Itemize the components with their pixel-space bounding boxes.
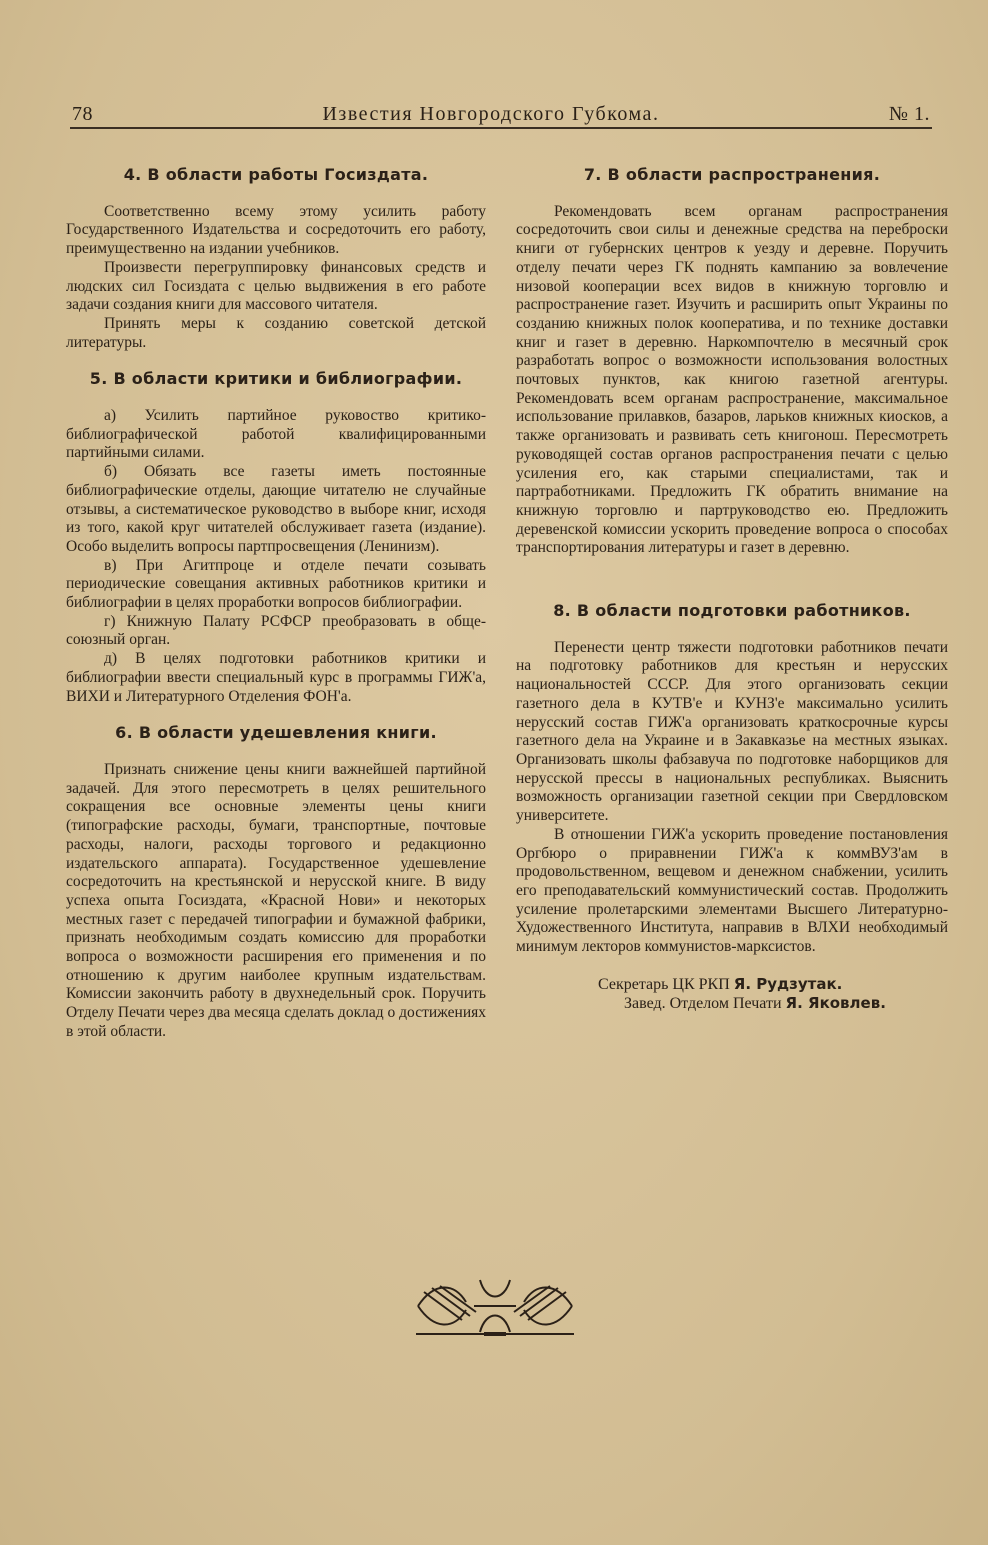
paragraph: Рекомендовать всем органам распространения сосредоточить свои силы и денежные средства на переброски книги от губернских центров к уезду и деревне. Поручить отделу печати через ГК поднять кампанию за вовлечение низовой кооперации всех видов в книжную торговлю и распространение газет. Изучить и расширить опыт Украины по созданию книжных полок кооператива, и по технике доставки книг и газет в деревню. Наркомпочтелю в месячный срок разработать вопрос о возможности использования волостных почтовых пунктов, как книгою газетной агентуры. Рекомендовать всем органам распространение, максимальное использование прилавков, базаров, ларьков книжных киосков, а также организовать и развивать сеть книгонош. Пересмотреть руководящей состав органов распространения печати с целью усиления его, как старыми специалистами, так и партработниками. Предложить ГК обратить внимание на книжную торговлю и партруководство ею. Предложить деревенской комиссии ускорить проведение вопроса о способах транспортирования литературы и газет в деревню. xyxy=(516,202,948,557)
paragraph: Произвести перегруппировку финансовых средств и людских сил Госиздата с целью выдвижения в его работе задачи создания книги для массового читателя. xyxy=(66,258,486,314)
section-heading: 5. В области критики и библиографии. xyxy=(89,369,463,389)
section-price xyxy=(66,724,486,1041)
left-column xyxy=(66,160,486,1060)
secretary-signature xyxy=(516,975,948,995)
head-signature xyxy=(516,994,948,1014)
section-heading: 6. В области удешевления книги. xyxy=(115,723,437,743)
paragraph: Принять меры к созданию советской детской литературы. xyxy=(66,314,486,351)
paragraph: Признать снижение цены книги важнейшей партийной задачей. Для этого пересмотреть в целях решительного сокращения все основные элементы цены книги (типографские расходы, бумаги, транспортные, почтовые расходы, налоги, расходы торгового и редакционно издательского аппарата). Государственное удешевление сосредоточить на крестьянской и нерусской книге. В виду успеха опыта Госиздата, «Красной Нови» и некоторых местных газет с передачей типографии и бумажной фабрики, признать необходимым создать комиссию для проработки вопроса о возможности расширения его применения и по отношению к другим наиболее крупным издательствам. Комиссии закончить работу в двухнедельный срок. Поручить Отделу Печати через два месяца сделать доклад о достижениях в этой области. xyxy=(66,760,486,1040)
signature-name: Я. Яковлев. xyxy=(785,994,886,1013)
section-heading: 4. В области работы Госиздата. xyxy=(123,165,429,184)
signature-title: Секретарь ЦК РКП xyxy=(598,975,730,993)
running-header xyxy=(72,96,930,126)
right-column xyxy=(516,160,948,1014)
signature-name: Я. Рудзутак. xyxy=(733,974,843,993)
header-rule xyxy=(70,127,932,129)
paragraph: в) При Агитпроце и отделе печати созывать периодические совещания активных работников критики и библиографии в целях проработки вопросов библиографии. xyxy=(66,556,486,612)
section-training xyxy=(516,602,948,957)
paragraph: Соответственно всему этому усилить работу Государственного Издательства и сосредоточить его работу, преимущественно на издании учебников. xyxy=(66,202,486,258)
paragraph: Перенести центр тяжести подготовки работников печати на подготовку работников для крестьян и нерусских национальностей СССР. Для этого организовать секции газетного дела в КУТВ'е и КУНЗ'е максимально усилить нерусский состав ГИЖ'а организовать краткосрочные курсы газетного дела на Украине и в Закавказье на местных языках. Организовать школы фабзавуча по подготовке наборщиков для нерусской прессы в национальных республиках. Выяснить возможность организации газетной секции при Свердловском университете. xyxy=(516,638,948,825)
paragraph: г) Книжную Палату РСФСР преобразовать в обще-союзный орган. xyxy=(66,612,486,649)
section-gosizdat xyxy=(66,166,486,352)
section-heading: 7. В области распространения. xyxy=(583,165,881,184)
journal-title: Известия Новгородского Губкома. xyxy=(322,103,660,125)
section-criticism xyxy=(66,370,486,706)
paragraph: б) Обязать все газеты иметь постоянные библиографические отделы, дающие читателю не случайные отзывы, а систематическое руководство в выборе книг, исходя из того, какой круг читателей обслуживает газета (издание). Особо выделить вопросы партпросвещения (Ленинизм). xyxy=(66,463,486,555)
paragraph: В отношении ГИЖ'а ускорить проведение постановления Оргбюро о приравнении ГИЖ'а к коммВУЗ'ам в продовольственном, вещевом и денежном снабжении, усилить его преподавательский коммунистический состав. Продолжить усиление пролетарскими элементами Высшего Литературно-Художественного Института, направив в ВЛХИ необходимый минимум лекторов коммунистов-марксистов. xyxy=(516,825,948,956)
decorative-ornament xyxy=(414,1272,576,1340)
issue-number: № 1. xyxy=(888,103,930,125)
section-distribution xyxy=(516,166,948,558)
paragraph: д) В целях подготовки работников критики и библиографии ввести специальный курс в программы ГИЖ'а, ВИХИ и Литературного Отделения ФОН'а. xyxy=(66,650,486,705)
paragraph: а) Усилить партийное руковоство критико-библиографической работой квалифицированными партийными силами. xyxy=(66,407,486,462)
section-heading: 8. В области подготовки работников. xyxy=(553,601,911,621)
signature-title: Завед. Отделом Печати xyxy=(624,995,782,1013)
page-number: 78 xyxy=(72,103,93,125)
